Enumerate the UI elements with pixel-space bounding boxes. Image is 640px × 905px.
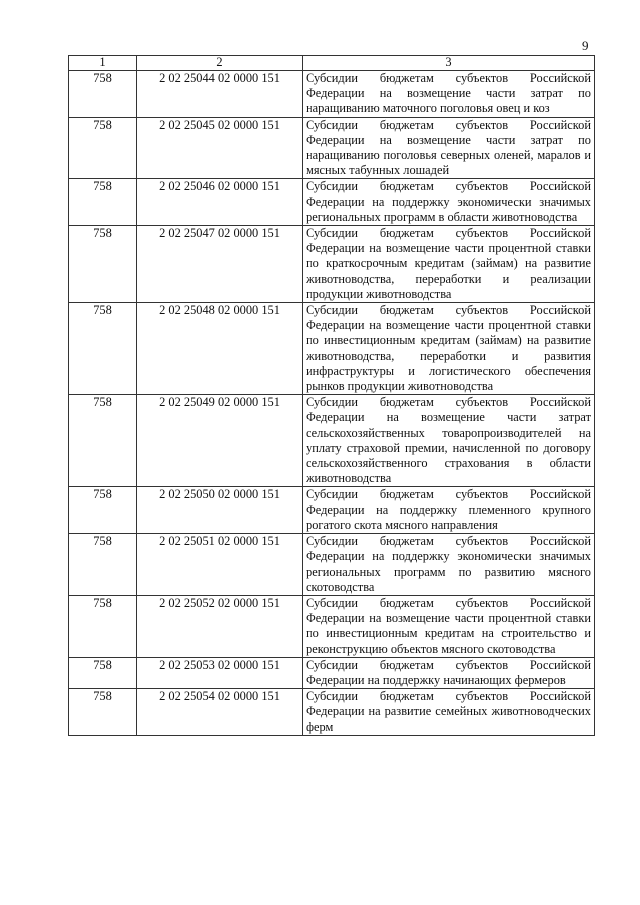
- column-header-3: 3: [303, 56, 595, 71]
- admin-code-cell: 758: [69, 303, 137, 395]
- table-row: [69, 657, 595, 688]
- table-row: [69, 689, 595, 736]
- table-row: [69, 534, 595, 596]
- budget-classification-code-cell: 2 02 25054 02 0000 151: [137, 689, 303, 736]
- column-header-2: 2: [137, 56, 303, 71]
- revenue-name-cell: Субсидии бюджетам субъектов Российской Федерации на поддержку экономически значимых региональных программ в области животноводства: [303, 179, 595, 226]
- revenue-name-cell: Субсидии бюджетам субъектов Российской Федерации на возмещение части затрат по наращиванию поголовья северных оленей, маралов и мясных табунных лошадей: [303, 117, 595, 179]
- admin-code-cell: 758: [69, 71, 137, 118]
- column-header-1: 1: [69, 56, 137, 71]
- budget-codes-table: [68, 55, 595, 736]
- page-number: 9: [582, 38, 589, 53]
- budget-classification-code-cell: 2 02 25048 02 0000 151: [137, 303, 303, 395]
- revenue-name-cell: Субсидии бюджетам субъектов Российской Федерации на поддержку племенного крупного рогатого скота мясного направления: [303, 487, 595, 534]
- budget-classification-code-cell: 2 02 25053 02 0000 151: [137, 657, 303, 688]
- budget-classification-code-cell: 2 02 25049 02 0000 151: [137, 395, 303, 487]
- revenue-name-cell: Субсидии бюджетам субъектов Российской Федерации на поддержку начинающих фермеров: [303, 657, 595, 688]
- budget-classification-code-cell: 2 02 25050 02 0000 151: [137, 487, 303, 534]
- budget-classification-code-cell: 2 02 25045 02 0000 151: [137, 117, 303, 179]
- table-row: [69, 595, 595, 657]
- budget-classification-code-cell: 2 02 25051 02 0000 151: [137, 534, 303, 596]
- budget-classification-code-cell: 2 02 25044 02 0000 151: [137, 71, 303, 118]
- table-row: [69, 395, 595, 487]
- table-row: [69, 117, 595, 179]
- budget-classification-code-cell: 2 02 25052 02 0000 151: [137, 595, 303, 657]
- table-row: [69, 71, 595, 118]
- admin-code-cell: 758: [69, 595, 137, 657]
- table-row: [69, 179, 595, 226]
- admin-code-cell: 758: [69, 395, 137, 487]
- revenue-name-cell: Субсидии бюджетам субъектов Российской Федерации на возмещение части процентной ставки по краткосрочным кредитам (займам) на развитие животноводства, переработки и реализации продукции животноводства: [303, 226, 595, 303]
- revenue-name-cell: Субсидии бюджетам субъектов Российской Федерации на возмещение части процентной ставки по инвестиционным кредитам (займам) на развитие животноводства, переработки и развития инфраструктуры и логистического обеспечения рынков продукции животноводства: [303, 303, 595, 395]
- budget-classification-code-cell: 2 02 25047 02 0000 151: [137, 226, 303, 303]
- revenue-name-cell: Субсидии бюджетам субъектов Российской Федерации на возмещение части затрат по наращиванию маточного поголовья овец и коз: [303, 71, 595, 118]
- table-header-row: [69, 56, 595, 71]
- admin-code-cell: 758: [69, 534, 137, 596]
- admin-code-cell: 758: [69, 226, 137, 303]
- admin-code-cell: 758: [69, 487, 137, 534]
- admin-code-cell: 758: [69, 179, 137, 226]
- admin-code-cell: 758: [69, 657, 137, 688]
- table-row: [69, 303, 595, 395]
- revenue-name-cell: Субсидии бюджетам субъектов Российской Федерации на возмещение части затрат сельскохозяйственных товаропроизводителей на уплату страховой премии, начисленной по договору сельскохозяйственного страхования в области животноводства: [303, 395, 595, 487]
- revenue-name-cell: Субсидии бюджетам субъектов Российской Федерации на развитие семейных животноводческих ферм: [303, 689, 595, 736]
- admin-code-cell: 758: [69, 689, 137, 736]
- revenue-name-cell: Субсидии бюджетам субъектов Российской Федерации на поддержку экономически значимых региональных программ по развитию мясного скотоводства: [303, 534, 595, 596]
- revenue-name-cell: Субсидии бюджетам субъектов Российской Федерации на возмещение части процентной ставки по инвестиционным кредитам на строительство и реконструкцию объектов мясного скотоводства: [303, 595, 595, 657]
- admin-code-cell: 758: [69, 117, 137, 179]
- budget-classification-code-cell: 2 02 25046 02 0000 151: [137, 179, 303, 226]
- table-row: [69, 487, 595, 534]
- table-row: [69, 226, 595, 303]
